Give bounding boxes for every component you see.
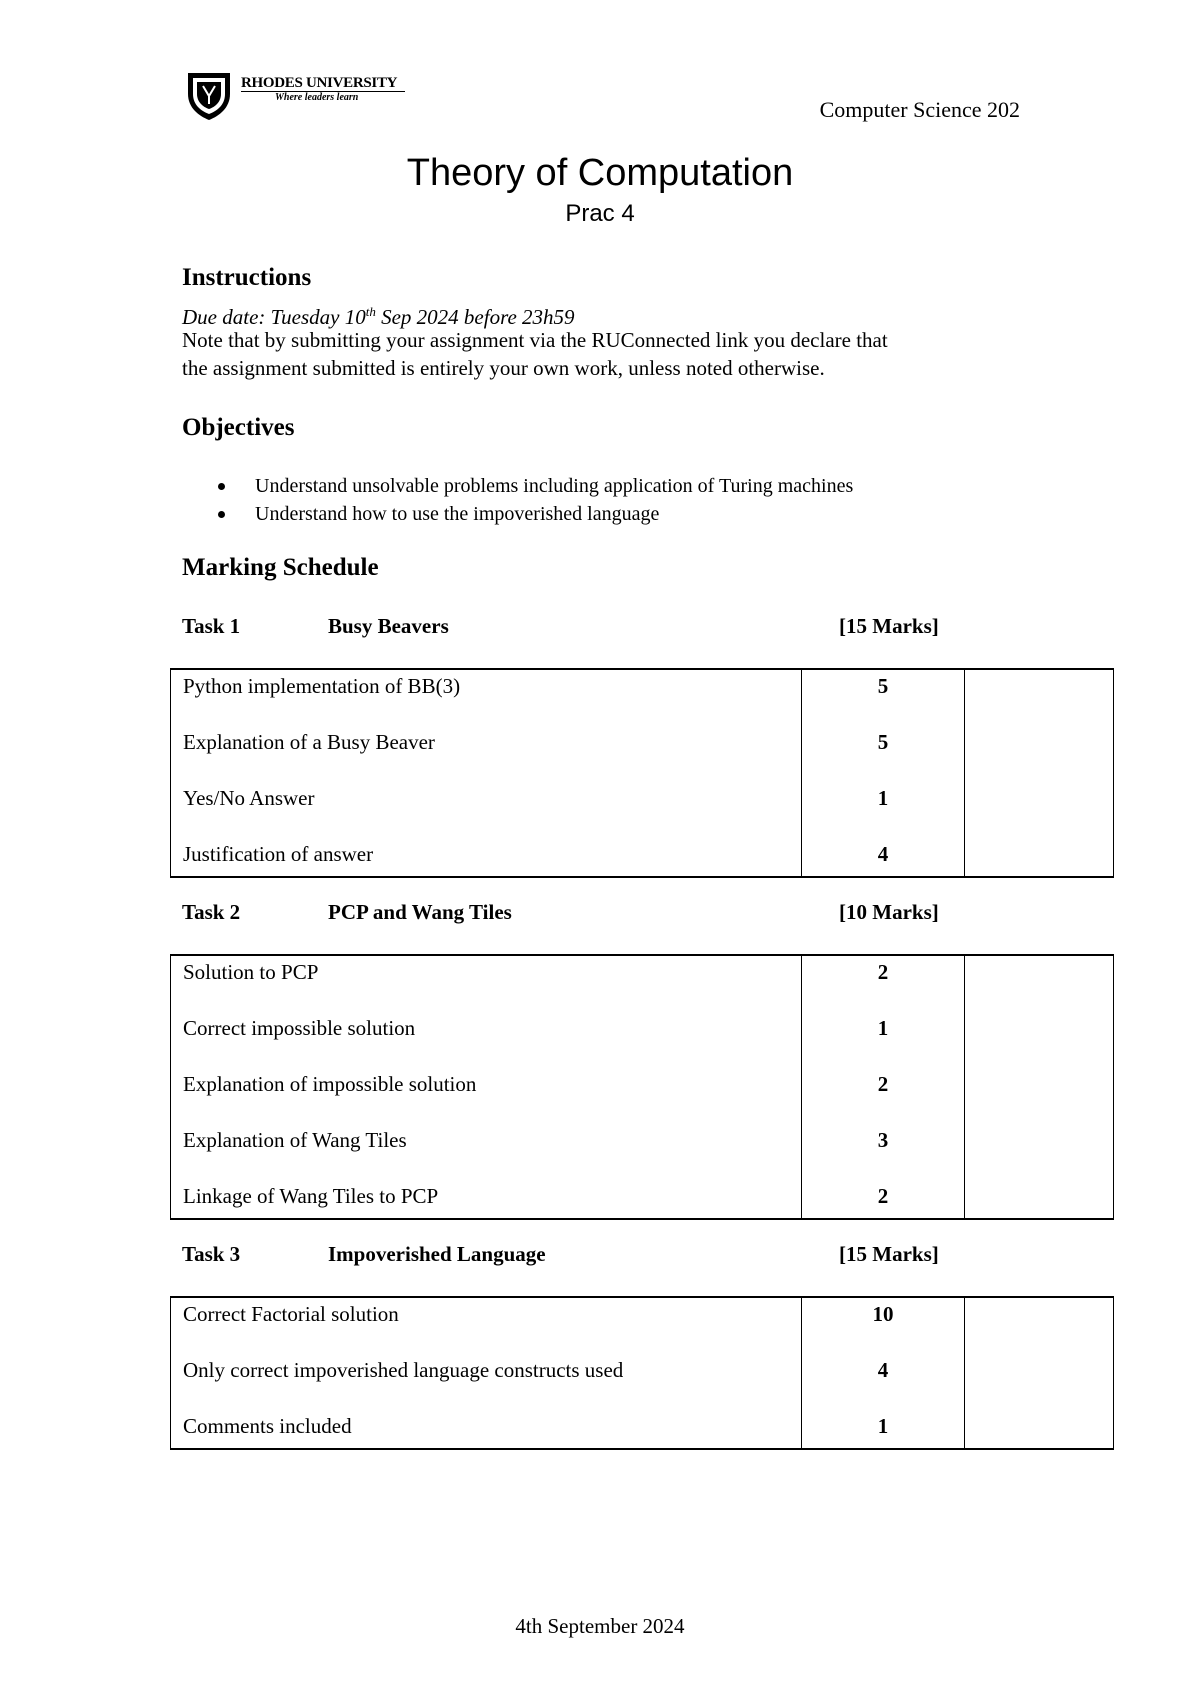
mark-cell: 1 bbox=[801, 1410, 965, 1449]
criterion-cell: Linkage of Wang Tiles to PCP bbox=[171, 1180, 802, 1219]
score-cell bbox=[965, 1354, 1114, 1410]
table-row bbox=[171, 955, 1114, 1012]
instructions-heading: Instructions bbox=[182, 264, 312, 291]
task-1-table bbox=[170, 668, 1114, 878]
table-row bbox=[171, 782, 1114, 838]
task-marks: [15 Marks] bbox=[839, 614, 939, 638]
score-cell bbox=[965, 1410, 1114, 1449]
score-cell bbox=[965, 1124, 1114, 1180]
task-3-header bbox=[182, 1242, 962, 1272]
document-subtitle: Prac 4 bbox=[565, 200, 635, 227]
mark-cell: 1 bbox=[801, 782, 965, 838]
criterion-cell: Yes/No Answer bbox=[171, 782, 802, 838]
declaration-line-1: Note that by submitting your assignment via the RUConnected link you declare that bbox=[182, 328, 888, 352]
footer-date: 4th September 2024 bbox=[515, 1614, 685, 1638]
table-row bbox=[171, 1410, 1114, 1449]
score-cell bbox=[965, 669, 1114, 726]
criterion-cell: Explanation of impossible solution bbox=[171, 1068, 802, 1124]
table-row bbox=[171, 726, 1114, 782]
task-1-header bbox=[182, 614, 962, 644]
task-name: Impoverished Language bbox=[328, 1242, 546, 1266]
criterion-cell: Explanation of Wang Tiles bbox=[171, 1124, 802, 1180]
criterion-cell: Solution to PCP bbox=[171, 955, 802, 1012]
mark-cell: 3 bbox=[801, 1124, 965, 1180]
criterion-cell: Only correct impoverished language constructs used bbox=[171, 1354, 802, 1410]
score-cell bbox=[965, 955, 1114, 1012]
score-cell bbox=[965, 1180, 1114, 1219]
mark-cell: 2 bbox=[801, 955, 965, 1012]
score-cell bbox=[965, 1012, 1114, 1068]
mark-cell: 2 bbox=[801, 1068, 965, 1124]
score-cell bbox=[965, 782, 1114, 838]
score-cell bbox=[965, 838, 1114, 877]
bullet-icon bbox=[218, 511, 225, 518]
task-2-header bbox=[182, 900, 962, 930]
mark-cell: 1 bbox=[801, 1012, 965, 1068]
table-row bbox=[171, 1297, 1114, 1354]
task-number: Task 1 bbox=[182, 614, 241, 638]
shield-crest-icon bbox=[185, 70, 233, 122]
due-date-sup: th bbox=[365, 304, 376, 319]
mark-cell: 2 bbox=[801, 1180, 965, 1219]
mark-cell: 10 bbox=[801, 1297, 965, 1354]
task-number: Task 3 bbox=[182, 1242, 241, 1266]
table-row bbox=[171, 1068, 1114, 1124]
criterion-cell: Comments included bbox=[171, 1410, 802, 1449]
task-marks: [15 Marks] bbox=[839, 1242, 939, 1266]
task-3-table bbox=[170, 1296, 1114, 1450]
university-logo bbox=[185, 70, 415, 122]
due-date-suffix: Sep 2024 before 23h59 bbox=[375, 305, 575, 329]
objective-item bbox=[215, 472, 853, 500]
criterion-cell: Python implementation of BB(3) bbox=[171, 669, 802, 726]
table-row bbox=[171, 1124, 1114, 1180]
mark-cell: 4 bbox=[801, 1354, 965, 1410]
criterion-cell: Correct impossible solution bbox=[171, 1012, 802, 1068]
table-row bbox=[171, 838, 1114, 877]
mark-cell: 5 bbox=[801, 669, 965, 726]
bullet-icon bbox=[218, 483, 225, 490]
table-row bbox=[171, 1354, 1114, 1410]
logo-name: RHODES UNIVERSITY bbox=[241, 75, 398, 91]
table-row bbox=[171, 1012, 1114, 1068]
objective-text: Understand unsolvable problems including application of Turing machines bbox=[255, 475, 854, 497]
course-name: Computer Science 202 bbox=[819, 97, 1020, 122]
task-name: PCP and Wang Tiles bbox=[328, 900, 512, 924]
table-row bbox=[171, 669, 1114, 726]
task-name: Busy Beavers bbox=[328, 614, 449, 638]
due-date-prefix: Due date: Tuesday 10 bbox=[182, 305, 366, 329]
task-number: Task 2 bbox=[182, 900, 241, 924]
objectives-heading: Objectives bbox=[182, 414, 295, 441]
document-title: Theory of Computation bbox=[406, 152, 794, 194]
logo-tagline: Where leaders learn bbox=[275, 92, 359, 103]
declaration-line-2: the assignment submitted is entirely your own work, unless noted otherwise. bbox=[182, 356, 825, 380]
criterion-cell: Justification of answer bbox=[171, 838, 802, 877]
table-row bbox=[171, 1180, 1114, 1219]
objective-text: Understand how to use the impoverished language bbox=[255, 503, 660, 525]
objectives-list bbox=[215, 472, 853, 528]
objective-item bbox=[215, 500, 853, 528]
task-2-table bbox=[170, 954, 1114, 1220]
score-cell bbox=[965, 1068, 1114, 1124]
criterion-cell: Explanation of a Busy Beaver bbox=[171, 726, 802, 782]
score-cell bbox=[965, 726, 1114, 782]
criterion-cell: Correct Factorial solution bbox=[171, 1297, 802, 1354]
mark-cell: 5 bbox=[801, 726, 965, 782]
marking-schedule-heading: Marking Schedule bbox=[182, 554, 379, 581]
score-cell bbox=[965, 1297, 1114, 1354]
task-marks: [10 Marks] bbox=[839, 900, 939, 924]
mark-cell: 4 bbox=[801, 838, 965, 877]
